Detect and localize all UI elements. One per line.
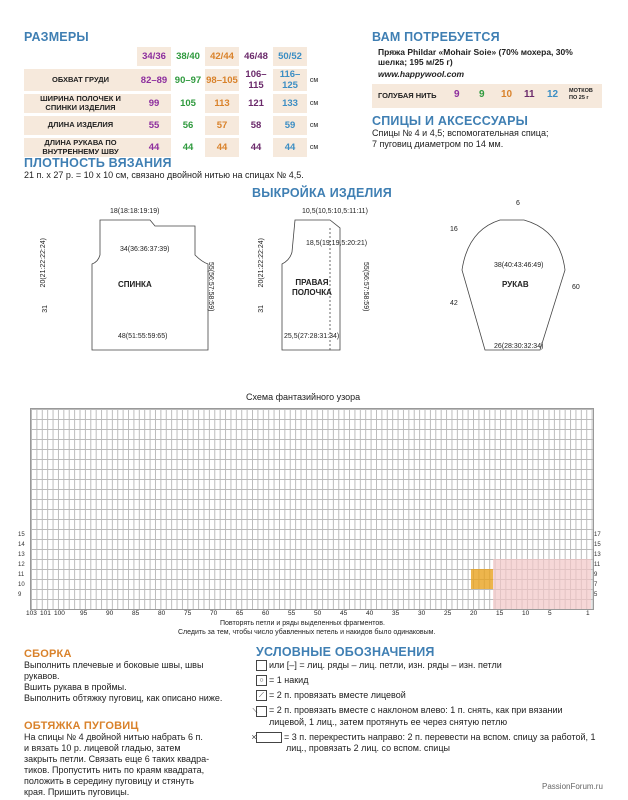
col-num: 103 xyxy=(26,610,37,617)
cell: 56 xyxy=(182,120,194,131)
row-label: ОБХВАТ ГРУДИ xyxy=(24,69,137,91)
back-height: 55(56:57:58:59) xyxy=(207,262,214,312)
cell: 44 xyxy=(137,138,171,157)
amount: 9 xyxy=(479,89,485,100)
col-num: 90 xyxy=(106,610,114,617)
buttons-line: тиков. Пропустить нить по краям квадрата, xyxy=(24,765,205,775)
front-bottom: 25,5(27:28:31:34) xyxy=(284,333,340,340)
back-side: 20(21:22:22:24) xyxy=(40,238,47,288)
sleeve-len: 42 xyxy=(450,300,458,307)
col-num: 20 xyxy=(470,610,478,617)
cell: 113 xyxy=(205,94,239,113)
sleeve-top: 6 xyxy=(516,200,520,207)
cell: 57 xyxy=(205,116,239,135)
size-header-4: 46/48 xyxy=(244,51,268,62)
cell: 90–97 xyxy=(174,74,202,86)
needles-text2: 7 пуговиц диаметром по 14 мм. xyxy=(372,139,504,149)
legend-text: = 2 п. провязать вместе с наклоном влево: 1 п. снять, как при вязании лицевой, 1 лиц., затем протянуть ее через снятую петлю xyxy=(269,705,563,727)
row-label: ДЛИНА ИЗДЕЛИЯ xyxy=(24,116,137,135)
row-numbers-left xyxy=(18,530,25,600)
chart-title: Схема фантазийного узора xyxy=(246,392,361,402)
back-mid: 34(36:36:37:39) xyxy=(120,246,170,253)
needles-title: СПИЦЫ И АКСЕССУАРЫ xyxy=(372,114,529,128)
row-num: 9 xyxy=(18,592,22,598)
back-top: 18(18:18:19:19) xyxy=(110,208,160,215)
row-num: 13 xyxy=(18,552,25,558)
cell: 58 xyxy=(250,120,262,131)
cell: 44 xyxy=(182,142,194,153)
cell: 82–89 xyxy=(137,69,171,91)
front-top: 10,5(10,5:10,5:11:11) xyxy=(302,208,368,215)
size-header-5: 50/52 xyxy=(273,47,307,66)
gauge-title: ПЛОТНОСТЬ ВЯЗАНИЯ xyxy=(24,156,172,170)
col-num: 10 xyxy=(522,610,530,617)
chart-highlight xyxy=(471,569,493,589)
yarn-site: www.happywool.com xyxy=(378,69,465,79)
need-title: ВАМ ПОТРЕБУЕТСЯ xyxy=(372,30,500,44)
yarn-over-icon: ○ xyxy=(256,675,267,686)
legend-text: = 1 накид xyxy=(269,675,309,686)
yarn-amounts xyxy=(372,84,602,108)
legend-text: или [–] = лиц. ряды – лиц. петли, изн. ряды – изн. петли xyxy=(269,660,502,670)
front-name-2: ПОЛОЧКА xyxy=(292,288,332,297)
row-num: 15 xyxy=(18,532,25,538)
footer-watermark: PassionForum.ru xyxy=(542,782,603,791)
cell: 133 xyxy=(273,94,307,113)
gauge-text: 21 п. х 27 р. = 10 х 10 см, связано двойной нитью на спицах № 4,5. xyxy=(24,170,304,180)
k2tog-left-icon: ⟍ xyxy=(256,706,267,717)
cell: 116–125 xyxy=(273,69,307,91)
assembly-text xyxy=(24,660,224,704)
col-num: 80 xyxy=(158,610,166,617)
col-num: 95 xyxy=(80,610,88,617)
pattern-title: ВЫКРОЙКА ИЗДЕЛИЯ xyxy=(252,186,392,200)
row-num: 11 xyxy=(594,562,601,568)
legend-title: УСЛОВНЫЕ ОБОЗНАЧЕНИЯ xyxy=(256,645,435,659)
col-num: 55 xyxy=(288,610,296,617)
col-num: 60 xyxy=(262,610,270,617)
legend-list xyxy=(251,660,596,754)
cell: 121 xyxy=(248,98,264,109)
front-name xyxy=(292,278,332,298)
legend-text: = 2 п. провязать вместе лицевой xyxy=(269,690,406,701)
col-num: 15 xyxy=(496,610,504,617)
row-num: 13 xyxy=(594,552,601,558)
unit: см xyxy=(309,144,319,151)
col-num: 5 xyxy=(548,610,552,617)
sleeve-bottom: 26(28:30:32:34) xyxy=(494,343,544,350)
cell: 105 xyxy=(180,98,196,109)
assembly-line: Выполнить плечевые и боковые швы, швы рукавов. xyxy=(24,660,204,681)
buttons-line: закрыть петли. Связать еще 6 таких квадра- xyxy=(24,754,210,764)
front-side: 20(21:22:22:24) xyxy=(258,238,265,288)
unit: см xyxy=(309,76,319,84)
sleeve-total: 60 xyxy=(572,284,580,291)
chart-repeat-area xyxy=(493,559,591,609)
front-lower: 31 xyxy=(258,305,265,313)
col-num: 25 xyxy=(444,610,452,617)
row-label: ШИРИНА ПОЛОЧЕК И СПИНКИ ИЗДЕЛИЯ xyxy=(24,94,137,113)
color-label: ГОЛУБАЯ НИТЬ xyxy=(378,91,437,100)
cell: 55 xyxy=(137,116,171,135)
col-num: 75 xyxy=(184,610,192,617)
row-num: 11 xyxy=(18,572,25,578)
yarn-text: Пряжа Phildar «Mohair Soie» (70% мохера, 30% шелка; 195 м/25 г) xyxy=(378,47,573,67)
k2tog-right-icon: ⟋ xyxy=(256,690,267,701)
size-header-1: 34/36 xyxy=(137,47,171,66)
col-num: 35 xyxy=(392,610,400,617)
chart-note1: Повторять петли и ряды выделенных фрагментов. xyxy=(220,620,385,627)
empty-square-icon xyxy=(256,660,267,671)
needles-text1: Спицы № 4 и 4,5; вспомогательная спица; xyxy=(372,128,549,138)
sizes-title: РАЗМЕРЫ xyxy=(24,30,89,44)
amount-unit: МОТКОВ ПО 25 г xyxy=(569,88,593,101)
back-lower: 31 xyxy=(42,305,49,313)
row-numbers-right xyxy=(594,530,601,600)
assembly-line: Выполнить обтяжку пуговиц, как описано ниже. xyxy=(24,693,223,703)
row-num: 10 xyxy=(18,582,25,588)
sleeve-cap: 16 xyxy=(450,226,458,233)
buttons-line: На спицы № 4 двойной нитью набрать 6 п. xyxy=(24,732,203,742)
buttons-line: края. Пришить пуговицы. xyxy=(24,787,130,797)
row-num: 15 xyxy=(594,542,601,548)
sleeve-name: РУКАВ xyxy=(502,280,529,289)
col-num: 40 xyxy=(366,610,374,617)
back-name: СПИНКА xyxy=(118,280,152,289)
col-num: 45 xyxy=(340,610,348,617)
sizes-table xyxy=(24,44,321,160)
row-num: 12 xyxy=(18,562,25,568)
amount: 12 xyxy=(547,89,559,100)
col-num: 65 xyxy=(236,610,244,617)
buttons-line: и вязать 10 р. лицевой гладью, затем xyxy=(24,743,181,753)
row-num: 7 xyxy=(594,582,598,588)
row-num: 14 xyxy=(18,542,25,548)
col-num: 1 xyxy=(586,610,590,617)
cell: 44 xyxy=(250,142,262,153)
front-height: 55(56:57:58:59) xyxy=(362,262,369,312)
amount: 10 xyxy=(501,89,513,100)
col-num: 50 xyxy=(314,610,322,617)
cell: 59 xyxy=(273,116,307,135)
buttons-title: ОБТЯЖКА ПУГОВИЦ xyxy=(24,720,139,732)
col-num: 30 xyxy=(418,610,426,617)
cell: 44 xyxy=(273,138,307,157)
unit: см xyxy=(309,122,319,129)
amount: 11 xyxy=(524,89,535,100)
col-num: 85 xyxy=(132,610,140,617)
row-num: 5 xyxy=(594,592,598,598)
sleeve-mid: 38(40:43:46:49) xyxy=(494,262,544,269)
cell: 98–105 xyxy=(205,69,239,91)
col-num: 101 xyxy=(40,610,51,617)
chart-note2: Следить за тем, чтобы число убавленных петель и накидов было одинаковым. xyxy=(178,629,436,636)
back-bottom: 48(51:55:59:65) xyxy=(118,333,168,340)
cell: 106–115 xyxy=(245,69,267,91)
size-header-3: 42/44 xyxy=(205,47,239,66)
cell: 44 xyxy=(205,138,239,157)
buttons-line: положить в середину пуговицу и стянуть xyxy=(24,776,194,786)
cell: 99 xyxy=(137,94,171,113)
legend-text: = 3 п. перекрестить направо: 2 п. перевести на вспом. спицу за работой, 1 лиц., провязать 2 лиц. со вспом. спицы xyxy=(284,731,596,753)
front-name-1: ПРАВАЯ xyxy=(295,278,329,287)
amount: 9 xyxy=(454,89,460,100)
assembly-line: Вшить рукава в проймы. xyxy=(24,682,127,692)
front-neck: 18,5(19:19,5:20:21) xyxy=(306,240,368,247)
row-num: 17 xyxy=(594,532,601,538)
unit: см xyxy=(309,100,319,107)
assembly-title: СБОРКА xyxy=(24,648,72,660)
buttons-text xyxy=(24,732,234,798)
row-label: ДЛИНА РУКАВА ПО ВНУТРЕННЕМУ ШВУ xyxy=(24,138,137,157)
cross-right-icon: ⨯ xyxy=(256,732,282,743)
col-num: 70 xyxy=(210,610,218,617)
size-header-2: 38/40 xyxy=(176,51,200,62)
stitch-chart xyxy=(30,408,594,610)
row-num: 9 xyxy=(594,572,598,578)
col-num: 100 xyxy=(54,610,65,617)
